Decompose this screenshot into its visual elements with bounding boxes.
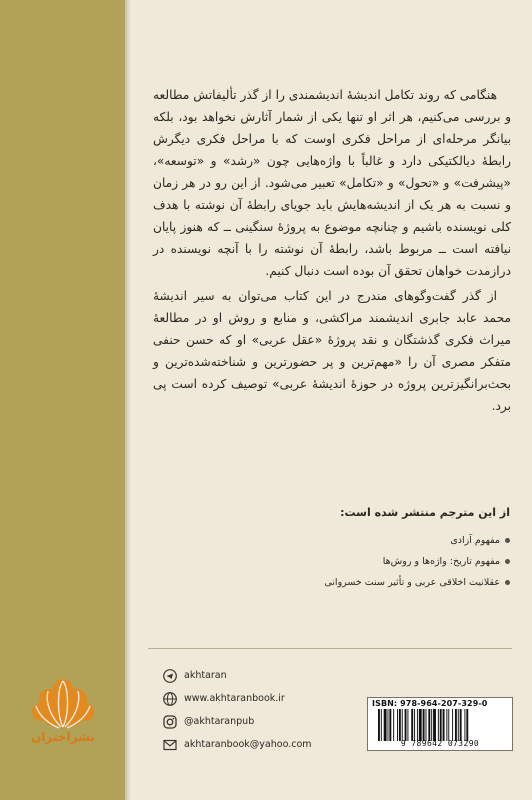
book-item: مفهوم تاریخ: واژه‌ها و روش‌ها [230,551,510,572]
barcode-bar [407,709,408,741]
instagram-icon [163,714,177,728]
divider-line [148,648,512,649]
barcode [378,709,500,741]
globe-icon [163,691,177,705]
telegram-handle: akhtaran [184,669,227,681]
blurb-paragraph-2: از گذر گفت‌وگوهای مندرج در این کتاب می‌توان به سیر اندیشهٔ محمد عابد جابری اندیشمند مراکشی، و منابع و روش او در مطالعهٔ میراث فکری گذشتگان و نقد پروژهٔ «عقل عربی» او که حسن حنفی متفکر مصری آن را «مهم‌ترین و پر حضورترین و شناخته‌شده‌ترین و بحث‌برانگیزترین پروژه در حوزهٔ اندیشهٔ عربی» توصیف کرده است پی برد. [153,289,511,413]
mail-icon [163,737,177,751]
barcode-bar [433,709,436,741]
barcode-bar [402,709,403,741]
website-url: www.akhtaranbook.ir [184,692,285,704]
barcode-bar [393,709,394,741]
barcode-bar [431,709,432,741]
barcode-bar [399,709,401,741]
translator-books-list [230,530,510,593]
barcode-bar [423,709,425,741]
barcode-bar [388,709,389,741]
barcode-bar [389,709,391,741]
barcode-bar [460,709,462,741]
barcode-bar [405,709,407,741]
email-address: akhtaranbook@yahoo.com [184,738,312,750]
telegram-icon [163,668,177,682]
telegram-contact[interactable] [163,666,227,684]
instagram-handle: @akhtaranpub [184,715,255,727]
email-contact[interactable] [163,735,312,753]
barcode-bar [417,709,418,741]
isbn-label: ISBN: 978-964-207-329-0 [372,699,488,708]
barcode-bar [464,709,465,741]
barcode-bar [397,709,398,741]
barcode-bar [455,709,457,741]
blurb-text [153,84,511,417]
barcode-bar [384,709,387,741]
barcode-bar [378,709,380,741]
barcode-bar [428,709,430,741]
barcode-bar [414,709,415,741]
barcode-bar [419,709,422,741]
publisher-name: نشراختران [31,730,95,744]
barcode-bar [458,709,459,741]
translator-books-heading: از این مترجم منتشر شده است: [340,506,510,519]
barcode-bar [446,709,447,741]
barcode-bar [381,709,382,741]
publisher-logo [31,675,95,729]
barcode-bar [438,709,439,741]
barcode-number: 9 789642 073290 [400,739,480,748]
barcode-bar [448,709,449,741]
barcode-bar [440,709,442,741]
barcode-bar [466,709,468,741]
barcode-bar [426,709,427,741]
barcode-bar [452,709,453,741]
book-item: مفهوم آزادی [230,530,510,551]
isbn-barcode-box [367,697,513,751]
instagram-contact[interactable] [163,712,254,730]
blurb-paragraph-1: هنگامی که روند تکامل اندیشهٔ اندیشمندی را از گذر تألیفاتش مطالعه و بررسی می‌کنیم، هر اثر او تنها یکی از شمار آثارش نخواهد بود، بلکه بیانگر مرحله‌ای از مراحل فکری اوست که با مراحل فکری دیگرش رابطهٔ دیالکتیکی دارد و غالباً با واژه‌هایی چون «رشد» و «توسعه»، «پیشرفت» و «تحول» و «تکامل» تعبیر می‌شود. از این رو در هر زمان و نسبت به هر یک از اندیشه‌هایش باید جویای رابطهٔ آن نوشته با هدف کلی نویسنده باشیم و چنانچه موضوع به پروژهٔ سنگینی ــ که هنوز پایان نیافته است ــ مربوط باشد، رابطهٔ آن نوشته را با آنچه نویسنده در درازمدت خواهان تحقق آن بوده است دنبال کنیم. [153,88,511,278]
book-item: عقلانیت اخلاقی عربی و تأثیر سنت خسروانی [230,572,510,593]
barcode-bar [411,709,413,741]
website-link[interactable] [163,689,285,707]
barcode-bar [443,709,445,741]
spine-shadow [125,0,131,800]
